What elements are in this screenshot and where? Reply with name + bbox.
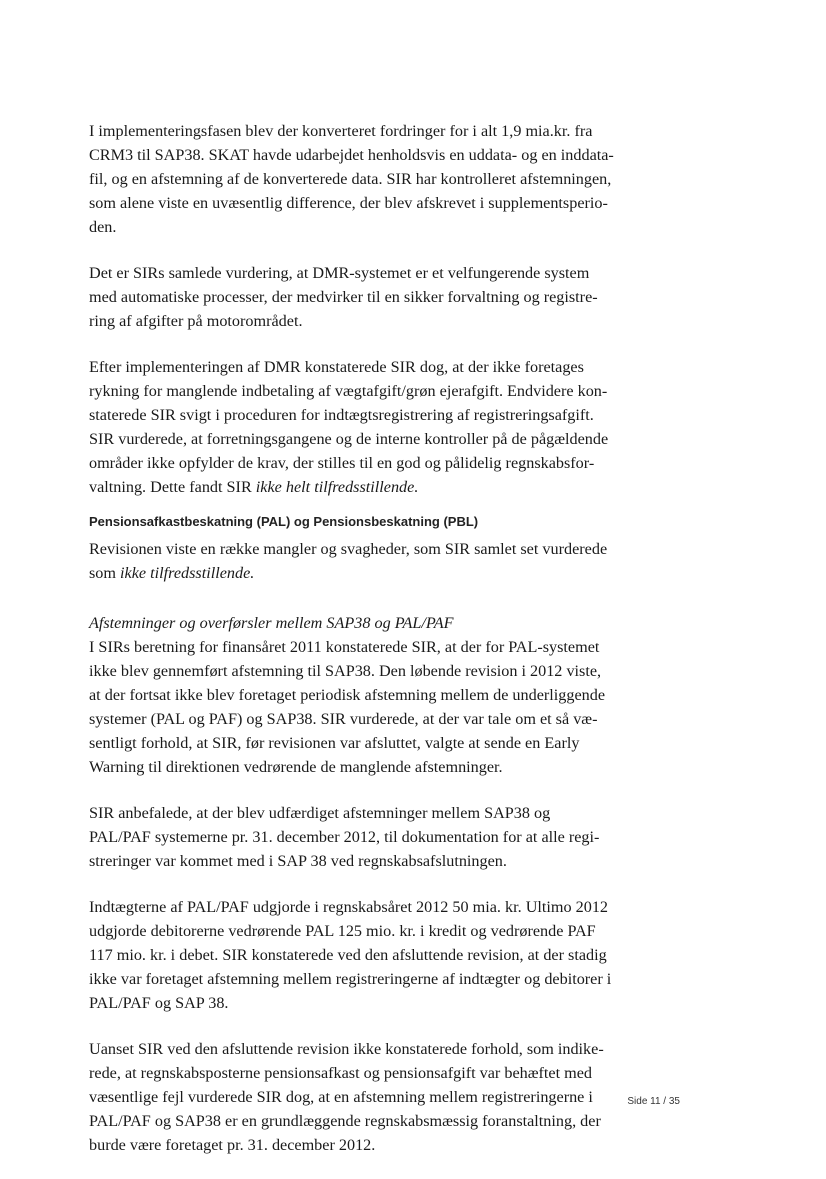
text-line: systemer (PAL og PAF) og SAP38. SIR vurderede, at der var tale om et så væ- bbox=[89, 710, 598, 728]
text-line: PAL/PAF og SAP38 er en grundlæggende regnskabsmæssig foranstaltning, der bbox=[89, 1112, 601, 1130]
text-line: Indtægterne af PAL/PAF udgjorde i regnskabsåret 2012 50 mia. kr. Ultimo 2012 bbox=[89, 898, 609, 916]
text-line: I SIRs beretning for finansåret 2011 konstaterede SIR, at der for PAL-systemet bbox=[89, 638, 600, 656]
paragraph-revenue bbox=[89, 895, 649, 1015]
text-line: væsentlige fejl vurderede SIR dog, at en afstemning mellem registreringerne i bbox=[89, 1088, 593, 1106]
text-line: Revisionen viste en række mangler og svagheder, som SIR samlet set vurderede bbox=[89, 540, 608, 558]
text-line: SIR anbefalede, at der blev udfærdiget afstemninger mellem SAP38 og bbox=[89, 804, 551, 822]
text-line: rede, at regnskabsposterne pensionsafkast og pensionsafgift var behæftet med bbox=[89, 1064, 593, 1082]
text-line: Efter implementeringen af DMR konstaterede SIR dog, at der ikke foretages bbox=[89, 358, 584, 376]
text-line: ikke var foretaget afstemning mellem registreringerne af indtægter og debitorer i bbox=[89, 970, 612, 988]
page-body bbox=[89, 119, 649, 1179]
text-run: valtning. Dette fandt SIR bbox=[89, 478, 256, 496]
text-line: den. bbox=[89, 218, 117, 236]
text-run: som bbox=[89, 564, 121, 582]
text-line: PAL/PAF og SAP 38. bbox=[89, 994, 229, 1012]
text-line: med automatiske processer, der medvirker til en sikker forvaltning og registre- bbox=[89, 288, 598, 306]
text-line: Warning til direktionen vedrørende de manglende afstemninger. bbox=[89, 758, 503, 776]
paragraph-pal-summary bbox=[89, 537, 649, 585]
paragraph-implementation bbox=[89, 119, 649, 239]
text-line: ikke blev gennemført afstemning til SAP38. Den løbende revision i 2012 viste, bbox=[89, 662, 602, 680]
emphasis-text: ikke helt tilfredsstillende. bbox=[255, 478, 419, 496]
text-line: ring af afgifter på motorområdet. bbox=[89, 312, 303, 330]
subsection-heading: Afstemninger og overførsler mellem SAP38 og PAL/PAF bbox=[89, 614, 454, 632]
text-line: rykning for manglende indbetaling af vægtafgift/grøn ejerafgift. Endvidere kon- bbox=[89, 382, 608, 400]
text-line: streringer var kommet med i SAP 38 ved regnskabsafslutningen. bbox=[89, 852, 507, 870]
section-heading-pal: Pensionsafkastbeskatning (PAL) og Pensionsbeskatning (PBL) bbox=[89, 514, 479, 529]
text-line: som alene viste en uvæsentlig difference, der blev afskrevet i supplementsperio- bbox=[89, 194, 608, 212]
text-line: fil, og en afstemning af de konverterede data. SIR har kontrolleret afstemningen, bbox=[89, 170, 612, 188]
paragraph-reconciliation bbox=[89, 611, 649, 779]
text-line: sentligt forhold, at SIR, før revisionen var afsluttet, valgte at sende en Early bbox=[89, 734, 580, 752]
text-line: at der fortsat ikke blev foretaget periodisk afstemning mellem de underliggende bbox=[89, 686, 606, 704]
text-line: Uanset SIR ved den afsluttende revision ikke konstaterede forhold, som indike- bbox=[89, 1040, 604, 1058]
text-line: CRM3 til SAP38. SKAT havde udarbejdet henholdsvis en uddata- og en inddata- bbox=[89, 146, 614, 164]
text-line: I implementeringsfasen blev der konverteret fordringer for i alt 1,9 mia.kr. fra bbox=[89, 122, 593, 140]
text-line: områder ikke opfylder de krav, der stilles til en god og pålidelig regnskabsfor- bbox=[89, 454, 595, 472]
text-line: burde være foretaget pr. 31. december 2012. bbox=[89, 1136, 376, 1154]
text-line bbox=[89, 561, 649, 585]
text-line: 117 mio. kr. i debet. SIR konstaterede ved den afsluttende revision, at der stadig bbox=[89, 946, 607, 964]
text-line: udgjorde debitorerne vedrørende PAL 125 mio. kr. i kredit og vedrørende PAF bbox=[89, 922, 596, 940]
text-line: staterede SIR svigt i proceduren for indtægtsregistrering af registreringsafgift. bbox=[89, 406, 594, 424]
text-line: PAL/PAF systemerne pr. 31. december 2012, til dokumentation for at alle regi- bbox=[89, 828, 600, 846]
paragraph-dmr-findings bbox=[89, 355, 649, 499]
text-line bbox=[89, 475, 649, 499]
paragraph-conclusion bbox=[89, 1037, 649, 1157]
text-line: Det er SIRs samlede vurdering, at DMR-systemet er et velfungerende system bbox=[89, 264, 590, 282]
text-line: SIR vurderede, at forretningsgangene og de interne kontroller på de pågældende bbox=[89, 430, 609, 448]
page-number: Side 11 / 35 bbox=[627, 1096, 680, 1107]
paragraph-dmr-assessment bbox=[89, 261, 649, 333]
paragraph-recommendation bbox=[89, 801, 649, 873]
emphasis-text: ikke tilfredsstillende. bbox=[120, 564, 255, 582]
